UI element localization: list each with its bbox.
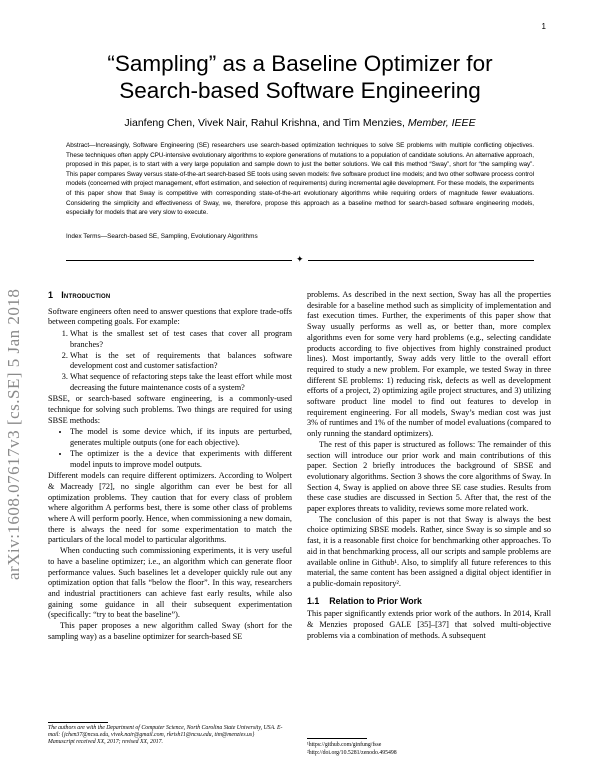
paragraph: problems. As described in the next section, Sway has all the properties desirable for a baseline method such as simplicity of implementation and fast execution times. Further, the experiments of this paper show that Sway usually performs as well as, or better than, more complex algorithms even for some very hard problems (e.g., selecting candidate products according to five objectives from highly constrained product lines). Most importantly, Sway adds very little to the overall effort required to study a new problem. For example, we tested Sway in three different SE problems: 1) reducing risk, defects as well as development efforts of a project, 2) optimizing agile project structures, and 3) utilizing software product line model to find out features to develop in requirement engineering. For all models, Sway’s median cost was just 3% of runtimes and 1% of the number of model evaluations (compared to only running the standard optimizers). (307, 290, 551, 439)
paragraph: The conclusion of this paper is not that Sway is always the best choice optimizing SBSE models. Rather, since Sway is so simple and so fast, it is a reasonable first choice for benchmarking other approaches. To aid in that benchmarking process, all our scripts and sample problems are available online in Github¹. Also, to simplify all future references to this material, the same content has been assigned a digital object identifier in a public-domain repository². (307, 514, 551, 588)
divider-diamond-icon: ✦ (296, 255, 304, 265)
footnote-github-link[interactable]: ¹https://github.com/ginfung/fsse (307, 742, 382, 748)
title-line-1: “Sampling” as a Baseline Optimizer for (107, 51, 493, 76)
abstract: Abstract—Increasingly, Software Engineering (SE) researchers use search-based optimization techniques to solve SE problems with multiple conflicting objectives. These techniques often apply CPU-intensive evolutionary algorithms to explore generations of mutations to a population of candidate solutions. An alternative approach, proposed in this paper, is to start with a very large population and sample down to just the better solutions. We call this method “Sway”, short for “the sampling way”. This paper compares Sway versus state-of-the-art search-based SE tools using seven models: five software product line models; and two other software process control models (concerned with project management, effort estimation, and selection of requirements) during incremental agile development. For these models, the experiments of this paper show that Sway is competitive with corresponding state-of-the-art evolutionary algorithms while requiring orders of magnitude fewer evaluations. Considering the simplicity and effectiveness of Sway, we, therefore, propose this approach as a baseline method for search-based software engineering models, especially for models that are very slow to execute. (66, 142, 534, 217)
footnote-doi-link[interactable]: ²http://doi.org/10.5281/zenodo.495498 (307, 750, 397, 756)
footnote-affiliation: The authors are with the Department of Computer Science, North Carolina State University, USA. E-mail: {jchen37@ncsu.edu, vivek.nair@gmail.com, rkrish11@ncsu.edu, tim@menzies.us} (48, 725, 283, 739)
arxiv-stamp: arXiv:1608.07617v3 [cs.SE] 5 Jan 2018 (4, 288, 23, 580)
column-left (48, 290, 292, 643)
divider-line-right (308, 260, 534, 261)
paragraph: Software engineers often need to answer questions that explore trade-offs between competing goals. For example: (48, 306, 292, 327)
author-role: Member, IEEE (407, 117, 476, 129)
index-terms: Index Terms—Search-based SE, Sampling, Evolutionary Algorithms (66, 233, 258, 240)
footnotes-right (307, 741, 551, 757)
author-list (60, 117, 540, 129)
list-item: 1. What is the smallest set of test cases that cover all program branches? (70, 329, 292, 350)
section-title: Introduction (61, 290, 111, 300)
section-heading (48, 290, 292, 301)
divider-line-left (66, 260, 292, 261)
list-item: 2. What is the set of requirements that balances software development cost and customer satisfaction? (70, 351, 292, 372)
paragraph: This paper proposes a new algorithm called Sway (short for the sampling way) as a baseline optimizer for search-based SE (48, 621, 292, 641)
list-item: • The optimizer is the a device that experiments with different model inputs to improve model outputs. (70, 449, 292, 470)
footnote-manuscript: Manuscript received XX, 2017; revised XX, 2017. (48, 739, 163, 746)
title-line-2: Search-based Software Engineering (119, 78, 481, 103)
paragraph: When conducting such commissioning experiments, it is very useful to have a baseline optimizer; i.e., an algorithm which can generate floor performance values. Such baselines let a developer quickly rule out any optimization option that falls “below the floor”. In this way, researchers and industrial practitioners can achieve fast early results, while also gaining some guidance in all their subsequent experimentation (specifically: “try to beat the baseline”). (48, 546, 292, 620)
paragraph: Different models can require different optimizers. According to Wolpert & Macready [72], no single algorithm can ever be best for all optimization problems. They caution that for every class of problem where algorithm A performs best, there is some other class of problems where A will perform poorly. Hence, when commissioning a new domain, there is always the need for some experimentation to match the particulars of the local model to particular algorithms. (48, 471, 292, 545)
bullet-list (48, 427, 292, 470)
footnote-rule (48, 722, 108, 723)
section-divider (66, 255, 534, 265)
list-item: • The model is some device which, if its inputs are perturbed, generates multiple outputs (one for each objective). (70, 427, 292, 448)
paper-title (60, 50, 540, 104)
section-number: 1 (48, 290, 54, 300)
authors-names: Jianfeng Chen, Vivek Nair, Rahul Krishna, and Tim Menzies, (124, 117, 405, 129)
subsection-title: Relation to Prior Work (329, 595, 422, 606)
column-right (307, 290, 551, 642)
paragraph: SBSE, or search-based software engineering, is a commonly-used technique for solving such problems. Two things are required for using SBSE methods: (48, 394, 292, 425)
subsection-heading (307, 596, 551, 607)
paragraph: The rest of this paper is structured as follows: The remainder of this section will introduce our prior work and main contributions of this paper. Section 2 briefly introduces the background of SBSE and evolutionary algorithms. Section 3 shows the core algorithms of Sway. In Section 4, Sway is applied on above three SE case studies. Results from these case studies are discussed in Section 5. After that, the rest of the paper explores threats to validity, reviews some more related work. (307, 439, 551, 514)
page-number: 1 (541, 22, 546, 31)
paragraph: This paper significantly extends prior work of the authors. In 2014, Krall & Menzies proposed GALE [35]–[37] that solved multi-objective problems via a combination of methods. A subsequent (307, 609, 551, 640)
subsection-number: 1.1 (307, 595, 320, 606)
list-item: 3. What sequence of refactoring steps take the least effort while most decreasing the future maintenance costs of a system? (70, 372, 292, 393)
footnote-rule (307, 738, 367, 739)
question-list (48, 329, 292, 393)
footnotes-left (48, 725, 292, 747)
